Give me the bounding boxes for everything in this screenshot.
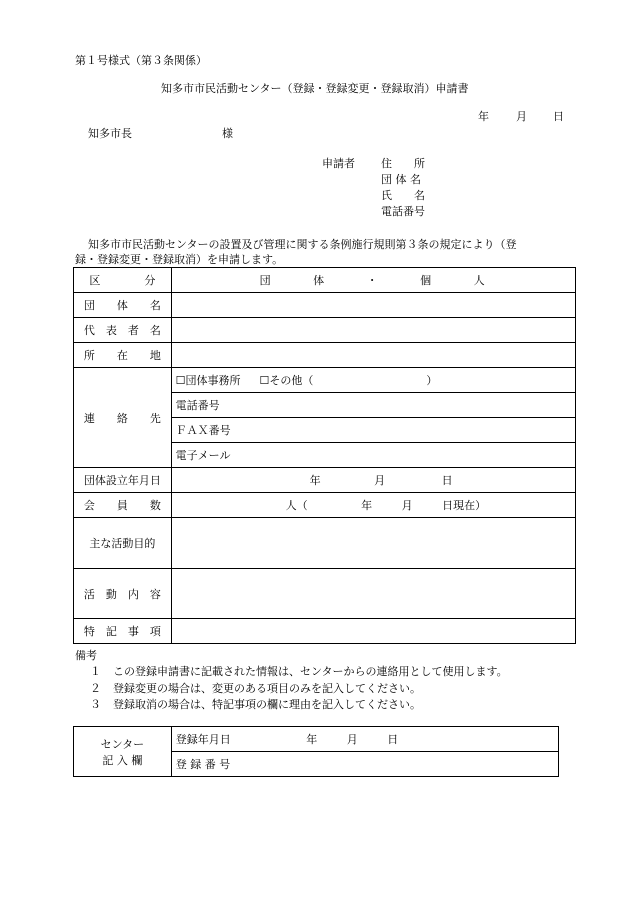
center-label-line1: センター [100, 737, 145, 751]
row-location [74, 343, 576, 368]
kubun-option-char: 人 [473, 274, 485, 287]
members-label: 会 員 数 [74, 493, 172, 518]
remark-text: この登録申請書に記載された情報は、センターからの連絡用として使用します。 [113, 665, 508, 678]
contact-fax-label: ＦＡＸ番号 [175, 424, 231, 437]
notes-label: 特 記 事 項 [74, 619, 172, 644]
members-person-unit: 人（ [285, 499, 308, 512]
remarks-heading: 備考 [75, 649, 97, 662]
contact-type-field[interactable] [171, 368, 575, 393]
applicant-group-label: 団 体 名 [381, 173, 421, 186]
activities-label: 活 動 内 容 [74, 569, 172, 619]
checkbox-other[interactable]: ☐その他（ [259, 374, 314, 387]
remark-number: ２ [90, 682, 101, 695]
addressee-honorific: 様 [222, 127, 233, 140]
members-field[interactable] [171, 493, 575, 518]
group-name-field[interactable] [171, 293, 575, 318]
applicant-address-label: 住 所 [381, 157, 425, 170]
center-label-line2: 記 入 欄 [102, 753, 143, 767]
remark-text: 登録取消の場合は、特記事項の欄に理由を記入してください。 [113, 698, 421, 711]
center-use-table [73, 726, 559, 777]
members-asof-unit: 日現在） [442, 499, 487, 512]
reg-no-field[interactable] [171, 752, 558, 777]
date-month-unit: 月 [516, 110, 527, 123]
activities-field[interactable] [171, 569, 575, 619]
established-day-unit: 日 [441, 474, 453, 487]
representative-label: 代 表 者 名 [74, 318, 172, 343]
reg-no-label: 登 録 番 号 [175, 758, 231, 771]
row-established [74, 468, 576, 493]
contact-phone-label: 電話番号 [175, 399, 220, 412]
established-field[interactable] [171, 468, 575, 493]
contact-email-field[interactable] [171, 443, 575, 468]
intro-line-2: 録・登録変更・登録取消）を申請します。 [75, 253, 284, 266]
other-close-paren: ） [426, 374, 438, 387]
notes-field[interactable] [171, 619, 575, 644]
kubun-label: 区 分 [74, 268, 172, 293]
row-kubun [74, 268, 576, 293]
applicant-phone-label: 電話番号 [381, 205, 425, 218]
purpose-field[interactable] [171, 518, 575, 569]
form-title: 知多市市民活動センター（登録・登録変更・登録取消）申請書 [161, 82, 469, 95]
form-number: 第１号様式（第３条関係） [75, 54, 207, 67]
row-contact-type [74, 368, 576, 393]
addressee-name: 知多市長 [88, 127, 132, 140]
reg-date-field[interactable] [171, 727, 558, 752]
row-notes [74, 619, 576, 644]
established-year-unit: 年 [309, 474, 321, 487]
checkbox-office[interactable]: ☐団体事務所 [175, 374, 241, 387]
reg-year-unit: 年 [306, 733, 318, 746]
remark-text: 登録変更の場合は、変更のある項目のみを記入してください。 [113, 682, 421, 695]
kubun-option-char: 個 [420, 274, 432, 287]
remark-number: ３ [90, 698, 101, 711]
row-representative [74, 318, 576, 343]
purpose-label: 主な活動目的 [74, 518, 172, 569]
reg-date-label: 登録年月日 [175, 733, 231, 746]
contact-label: 連 絡 先 [74, 368, 172, 468]
kubun-options[interactable] [171, 268, 575, 293]
location-field[interactable] [171, 343, 575, 368]
row-reg-date [74, 727, 559, 752]
center-use-label [74, 727, 172, 777]
kubun-option-char: ・ [366, 274, 378, 287]
established-label: 団体設立年月日 [74, 468, 172, 493]
members-year-unit: 年 [361, 499, 373, 512]
reg-month-unit: 月 [346, 733, 358, 746]
contact-email-label: 電子メール [175, 449, 231, 462]
row-activities [74, 569, 576, 619]
established-month-unit: 月 [374, 474, 386, 487]
contact-phone-field[interactable] [171, 393, 575, 418]
members-month-unit: 月 [401, 499, 413, 512]
reg-day-unit: 日 [387, 733, 399, 746]
contact-fax-field[interactable] [171, 418, 575, 443]
group-name-label: 団 体 名 [74, 293, 172, 318]
date-year-unit: 年 [478, 110, 489, 123]
row-purpose [74, 518, 576, 569]
intro-line-1: 知多市市民活動センターの設置及び管理に関する条例施行規則第３条の規定により（登 [88, 238, 517, 251]
remark-number: １ [90, 665, 101, 678]
row-members [74, 493, 576, 518]
representative-field[interactable] [171, 318, 575, 343]
applicant-label: 申請者 [322, 157, 355, 170]
location-label: 所 在 地 [74, 343, 172, 368]
row-group-name [74, 293, 576, 318]
date-day-unit: 日 [553, 110, 564, 123]
kubun-option-char: 団 [259, 274, 271, 287]
applicant-name-label: 氏 名 [381, 189, 425, 202]
registration-table [73, 267, 576, 644]
kubun-option-char: 体 [313, 274, 325, 287]
